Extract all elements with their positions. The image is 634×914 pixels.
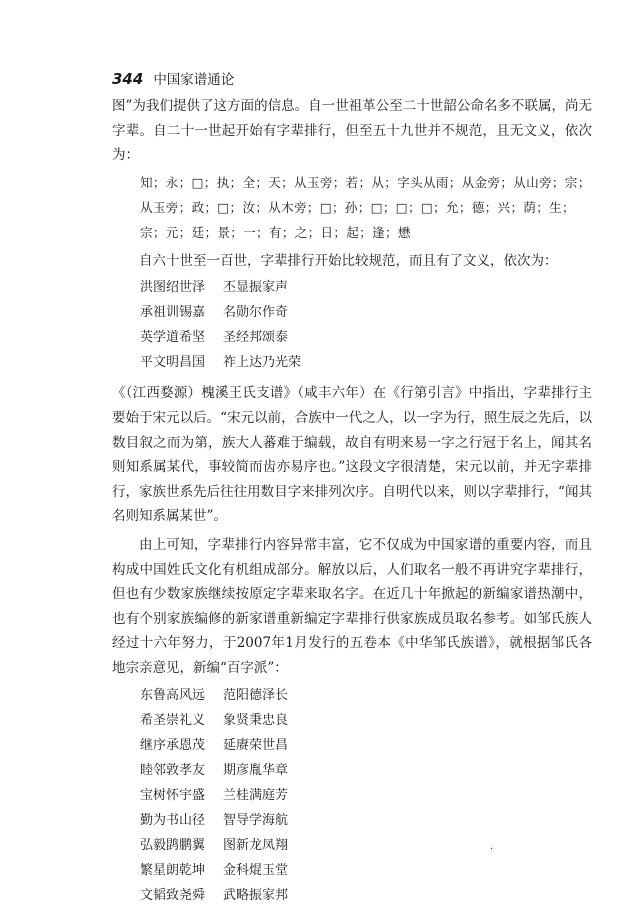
verse-line: 繁星朗乾坤 金科焜玉堂 [140, 862, 289, 878]
verse-line: 宝树怀宇盛 兰桂满庭芳 [140, 787, 289, 803]
verse-line: 希圣崇礼义 象贤秉忠良 [140, 712, 289, 728]
verse-line: 东鲁高风远 范阳德泽长 [140, 687, 289, 703]
verse-line: 睦邻敦孝友 期彦胤华章 [140, 762, 289, 778]
generation-character-list: 知；永；□；执；全；天；从玉旁；若；从；字头从雨；从金旁；从山旁；宗；从玉旁；政；□；汝；从木旁；□；孙；□；□；□；允；德；兴；荫；生；宗；元；廷；景；一；有；之；日；起；逢；懋 [140, 174, 591, 240]
verse-line: 承祖训锡嘉 名勋尔作奇 [140, 305, 289, 321]
verse-line: 洪图绍世泽 丕显振家声 [140, 280, 289, 296]
generation-verse-2 [112, 683, 592, 908]
paragraph-2: 自六十世至一百世，字辈排行开始比较规范，而且有了文义，依次为： [139, 252, 558, 269]
page-header [112, 68, 234, 88]
paragraph-1: 图”为我们提供了这方面的信息。自一世祖革公至二十世韶公命名多不联属，尚无字辈。自二十一世起开始有字辈排行，但至五十九世并不规范，且无文义，依次为： [112, 98, 592, 164]
verse-line: 英学道希坚 圣经邦颂泰 [140, 330, 289, 346]
verse-line: 弘毅鹍鹏翼 图新龙凤翔 [140, 837, 289, 853]
verse-line: 文韬致尧舜 武略振家邦 [140, 887, 289, 903]
running-title: 中国家谱通论 [153, 72, 235, 88]
verse-line: 平文明昌国 祚上达乃光荣 [140, 355, 302, 371]
verse-line: 继序承恩茂 延赓荣世昌 [140, 737, 289, 753]
generation-verse-1 [112, 275, 592, 375]
page-number: 344 [112, 70, 144, 88]
verse-line: 勤为书山径 智导学海航 [140, 812, 289, 828]
paragraph-4: 由上可知，字辈排行内容异常丰富，它不仅成为中国家谱的重要内容，而且构成中国姓氏文化有机组成部分。解放以后，人们取名一般不再讲究字辈排行，但也有少数家族继续按原定字辈来取名字。在近几十年掀起的新编家谱热潮中，也有个别家族编修的新家谱重新编定字辈排行供家族成员取名参考。如邹氏族人经过十六年努力，于2007年1月发行的五卷本《中华邹氏族谱》，就根据邹氏各地宗亲意见，新编“百字派”： [112, 536, 592, 676]
footer-mark: . [490, 841, 494, 852]
paragraph-3: 《（江西婺源）槐溪王氏支谱》（咸丰六年）在《行第引言》中指出，字辈排行主要始于宋元以后。“宋元以前，合族中一代之人，以一字为行，照生辰之先后，以数目叙之而为第，族大人蕃难于编载，故自有明来易一字之行冠于名上，闻其名则知系属某代，事较简而齿亦易序也。”这段文字很清楚，宋元以前，并无字辈排行，家族世系先后往往用数目字来排列次序。自明代以来，则以字辈排行，“闻其名则知系属某世”。 [112, 385, 592, 525]
page-body [112, 94, 592, 914]
